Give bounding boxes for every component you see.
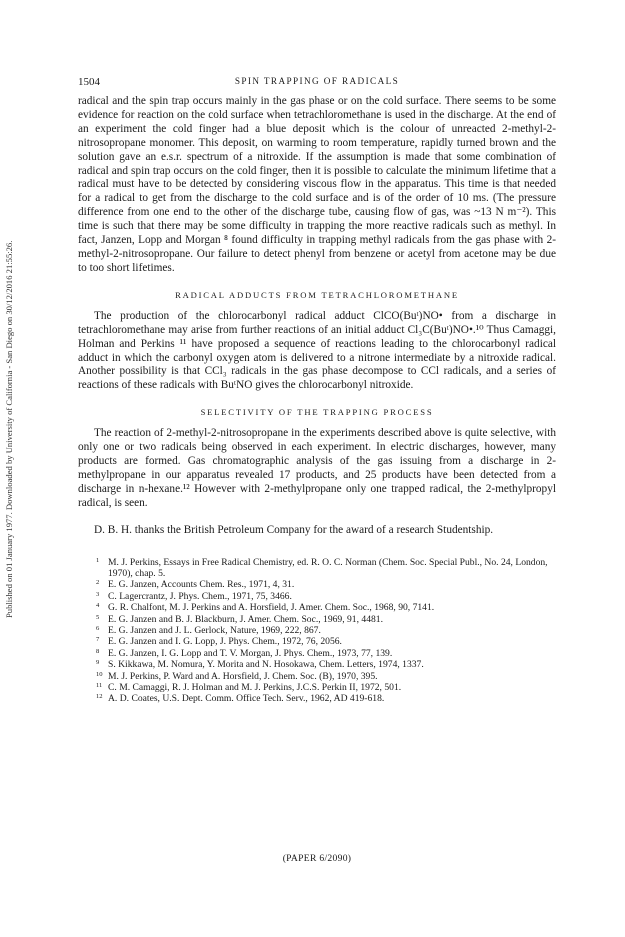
section1-paragraph: The production of the chlorocarbonyl radical adduct ClCO(Buᵗ)NO• from a discharge in tetrachloromethane may arise from further reactions of an initial adduct Cl₃C(Buᵗ)NO•.¹⁰ Thus Camaggi, Holman and Perkins ¹¹ have proposed a sequence of reactions leading to the chlorocarbonyl radical adduct in which the carbonyl oxygen atom is delivered to a nitrone intermediate by a nitroxide radical. Another possibility is that CCl₃ radicals in the gas phase decompose to CCl radicals, and a series of reactions of these radicals with BuᵗNO gives the chlorocarbonyl nitroxide. bbox=[78, 309, 556, 392]
reference-item bbox=[96, 693, 556, 704]
reference-number: 8 bbox=[96, 647, 100, 655]
reference-item bbox=[96, 614, 556, 625]
reference-number: 6 bbox=[96, 625, 100, 632]
running-title: SPIN TRAPPING OF RADICALS bbox=[234, 76, 400, 86]
reference-text: C. M. Camaggi, R. J. Holman and M. J. Perkins, J.C.S. Perkin II, 1972, 501. bbox=[108, 682, 402, 694]
reference-number: 4 bbox=[96, 602, 100, 610]
reference-item bbox=[96, 648, 556, 659]
section-heading-selectivity: SELECTIVITY OF THE TRAPPING PROCESS bbox=[200, 407, 434, 418]
reference-item bbox=[96, 636, 556, 647]
reference-text: A. D. Coates, U.S. Dept. Comm. Office Tech. Serv., 1962, AD 419-618. bbox=[108, 693, 385, 705]
reference-text: E. G. Janzen, Accounts Chem. Res., 1971, 4, 31. bbox=[108, 579, 295, 591]
reference-number: 11 bbox=[96, 682, 103, 690]
reference-text: G. R. Chalfont, M. J. Perkins and A. Horsfield, J. Amer. Chem. Soc., 1968, 90, 7141. bbox=[108, 602, 435, 614]
reference-list bbox=[96, 557, 556, 705]
reference-text: E. G. Janzen, I. G. Lopp and T. V. Morgan, J. Phys. Chem., 1973, 77, 139. bbox=[108, 647, 393, 659]
reference-number: 3 bbox=[96, 590, 100, 598]
acknowledgement: D. B. H. thanks the British Petroleum Company for the award of a research Studentship. bbox=[94, 523, 494, 536]
reference-item bbox=[96, 602, 556, 613]
section2-paragraph: The reaction of 2-methyl-2-nitrosopropane in the experiments described above is quite selective, with only one or two radicals being observed in each experiment. In electric discharges, however, many products are formed. Gas chromatographic analysis of the gas issuing from a discharge in 2-methylpropane in our apparatus revealed 17 products, and 25 products have been detected from a discharge in n-hexane.¹² However with 2-methylpropane only one trapped radical, the 2-methylpropyl radical, is seen. bbox=[78, 427, 556, 509]
reference-item bbox=[96, 591, 556, 602]
reference-text: E. G. Janzen and B. J. Blackburn, J. Amer. Chem. Soc., 1969, 91, 4481. bbox=[108, 613, 383, 625]
reference-item bbox=[96, 579, 556, 590]
reference-text: S. Kikkawa, M. Nomura, Y. Morita and N. Hosokawa, Chem. Letters, 1974, 1337. bbox=[108, 659, 424, 671]
section-heading-tetrachloromethane: RADICAL ADDUCTS FROM TETRACHLOROMETHANE bbox=[175, 289, 459, 300]
reference-number: 12 bbox=[96, 693, 103, 701]
page-number: 1504 bbox=[78, 76, 100, 88]
reference-item bbox=[96, 625, 556, 636]
reference-number: 5 bbox=[96, 613, 100, 621]
reference-number: 2 bbox=[96, 579, 100, 587]
reference-number: 9 bbox=[96, 659, 100, 667]
reference-item bbox=[96, 557, 556, 580]
reference-item bbox=[96, 659, 556, 670]
intro-paragraph: radical and the spin trap occurs mainly in the gas phase or on the cold surface. There seems to be some evidence for reaction on the cold surface when tetrachloromethane is used in the discharge. At the end of an experiment the cold finger had a blue deposit which is the colour of unreacted 2-methyl-2-nitrosopropane monomer. This deposit, on warming to room temperature, rapidly turned brown and the solution gave an e.s.r. spectrum of a nitroxide. If the assumption is made that some combination of radical and spin trap occurs on the cold finger, then it is possible to calculate the minimum lifetime that a radical must have to be detected by considering viscous flow in the apparatus. This time is that needed for a radical to get from the discharge to the cold surface and is of the order of 10 ms. (The pressure difference from one end to the other of the discharge tube, causing flow of gas, was ~13 N m⁻²). This time is such that there may be some difficulty in trapping the more reactive radicals such as methyl. In fact, Janzen, Lopp and Morgan ⁸ found difficulty in trapping methyl radicals from the gas phase with 2-methyl-2-nitrosopropane. Our failure to detect phenyl from benzene or acetyl from acetone may be due to too short lifetimes. bbox=[78, 95, 556, 274]
page-header bbox=[78, 76, 556, 90]
publication-watermark: Published on 01 January 1977. Downloaded by University of California - San Diego on 30/12/2016 21:55:26. bbox=[4, 240, 14, 618]
reference-item bbox=[96, 671, 556, 682]
paper-number: (PAPER 6/2090) bbox=[282, 853, 352, 864]
reference-number: 7 bbox=[96, 636, 100, 644]
reference-text: M. J. Perkins, Essays in Free Radical Chemistry, ed. R. O. C. Norman (Chem. Soc. Special Publ., No. 24, London, 1970), chap. 5. bbox=[108, 556, 548, 579]
reference-text: C. Lagercrantz, J. Phys. Chem., 1971, 75, 3466. bbox=[108, 590, 292, 602]
reference-text: M. J. Perkins, P. Ward and A. Horsfield, J. Chem. Soc. (B), 1970, 395. bbox=[108, 670, 378, 682]
reference-item bbox=[96, 682, 556, 693]
reference-number: 1 bbox=[96, 556, 100, 564]
reference-text: E. G. Janzen and I. G. Lopp, J. Phys. Chem., 1972, 76, 2056. bbox=[108, 636, 342, 648]
article-body bbox=[78, 95, 556, 705]
reference-text: E. G. Janzen and J. L. Gerlock, Nature, 1969, 222, 867. bbox=[108, 625, 321, 636]
reference-number: 10 bbox=[96, 670, 103, 678]
